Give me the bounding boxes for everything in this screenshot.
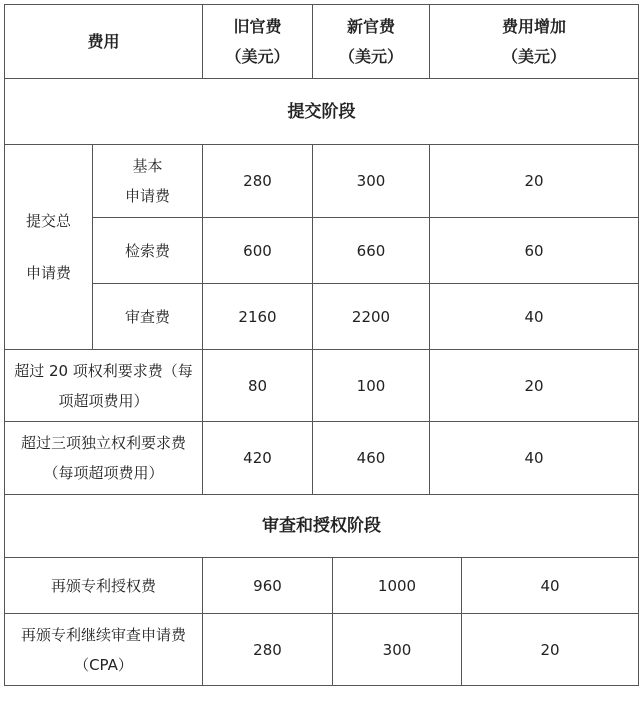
filing-stage-title-row xyxy=(5,79,639,145)
new-fee-cell: 100 xyxy=(313,350,430,422)
header-fee-label: 费用 xyxy=(87,31,120,51)
new-fee-cell: 460 xyxy=(313,422,430,495)
increase-cell: 20 xyxy=(430,350,639,422)
reissue-cpa-fee-label-line2: （CPA） xyxy=(74,655,133,674)
old-fee-cell: 280 xyxy=(203,145,313,218)
excess-independent-claims-fee-label xyxy=(5,422,203,495)
old-fee-cell: 420 xyxy=(203,422,313,495)
search-fee-label: 检索费 xyxy=(93,218,203,284)
new-fee-cell: 300 xyxy=(333,614,462,686)
header-increase-line1: 费用增加 xyxy=(501,16,566,36)
excess-claims-fee-label-line1: 超过 20 项权利要求费（每 xyxy=(14,361,193,380)
reissue-grant-fee-label: 再颁专利授权费 xyxy=(5,558,203,614)
header-new-fee xyxy=(313,5,430,79)
fee-table xyxy=(4,4,639,686)
excess-independent-claims-fee-label-line1: 超过三项独立权利要求费 xyxy=(20,434,186,452)
header-new-fee-line1: 新官费 xyxy=(346,16,395,36)
increase-cell: 60 xyxy=(430,218,639,284)
filing-total-label-line1: 提交总 xyxy=(25,212,71,230)
header-increase xyxy=(430,5,639,79)
increase-cell: 20 xyxy=(430,145,639,218)
exam-stage-title-text: 审查和授权阶段 xyxy=(262,516,381,536)
header-old-fee-line2: （美元） xyxy=(225,46,290,66)
basic-fee-label-line2: 申请费 xyxy=(124,187,170,205)
table-row xyxy=(5,614,639,686)
new-fee-cell: 2200 xyxy=(313,284,430,350)
increase-cell: 40 xyxy=(462,558,639,614)
header-old-fee xyxy=(203,5,313,79)
header-row xyxy=(5,5,639,79)
header-increase-line2: （美元） xyxy=(501,46,566,66)
excess-claims-fee-label xyxy=(5,350,203,422)
exam-stage-title xyxy=(5,495,639,558)
increase-cell: 40 xyxy=(430,284,639,350)
excess-claims-fee-label-line2: 项超项费用） xyxy=(58,391,149,410)
excess-independent-claims-fee-label-line2: （每项超项费用） xyxy=(43,464,164,482)
basic-fee-label xyxy=(93,145,203,218)
old-fee-cell: 2160 xyxy=(203,284,313,350)
filing-stage-title-text: 提交阶段 xyxy=(287,101,356,122)
new-fee-cell: 300 xyxy=(313,145,430,218)
increase-cell: 40 xyxy=(430,422,639,495)
basic-fee-label-line1: 基本 xyxy=(132,157,163,175)
old-fee-cell: 80 xyxy=(203,350,313,422)
reissue-cpa-fee-label-line1: 再颁专利继续审查申请费 xyxy=(20,625,186,644)
old-fee-cell: 960 xyxy=(203,558,333,614)
table-row xyxy=(5,218,639,284)
table-row xyxy=(5,422,639,495)
filing-total-label xyxy=(5,145,93,350)
filing-total-label-line2: 申请费 xyxy=(25,264,71,282)
filing-stage-title xyxy=(5,79,639,145)
exam-stage-title-row xyxy=(5,495,639,558)
fee-table-container xyxy=(4,4,639,686)
old-fee-cell: 600 xyxy=(203,218,313,284)
table-row xyxy=(5,350,639,422)
new-fee-cell: 660 xyxy=(313,218,430,284)
header-fee xyxy=(5,5,203,79)
reissue-cpa-fee-label xyxy=(5,614,203,686)
new-fee-cell: 1000 xyxy=(333,558,462,614)
old-fee-cell: 280 xyxy=(203,614,333,686)
table-row xyxy=(5,284,639,350)
table-row xyxy=(5,145,639,218)
increase-cell: 20 xyxy=(462,614,639,686)
exam-fee-label: 审查费 xyxy=(93,284,203,350)
table-row xyxy=(5,558,639,614)
header-old-fee-line1: 旧官费 xyxy=(233,16,282,36)
header-new-fee-line2: （美元） xyxy=(338,46,403,66)
